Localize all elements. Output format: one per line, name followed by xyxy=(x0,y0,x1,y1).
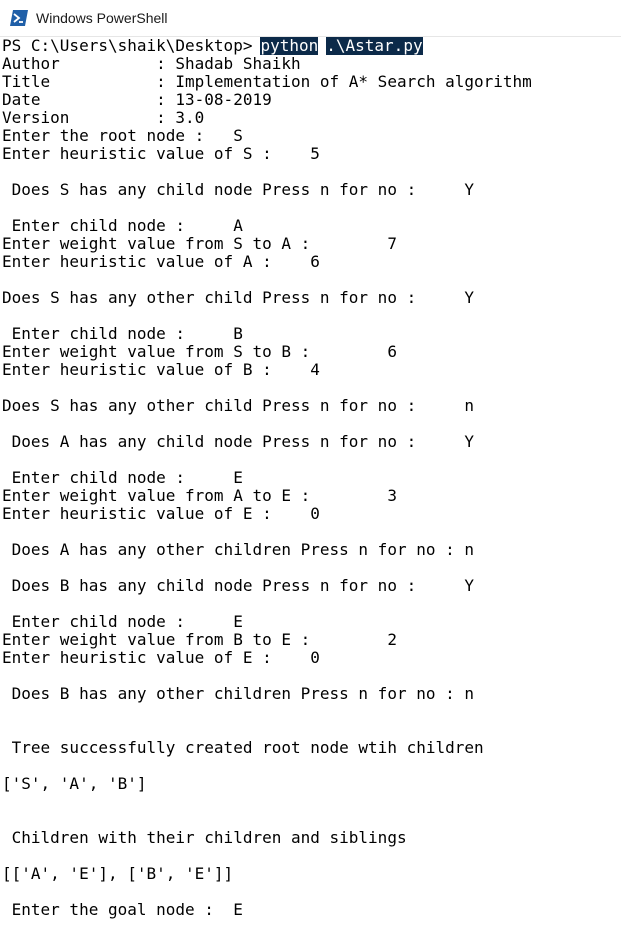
output-line: Enter child node : A xyxy=(2,217,243,235)
command-argument: .\Astar.py xyxy=(326,37,423,55)
output-line: Enter child node : E xyxy=(2,613,243,631)
output-line: Does S has any other child Press n for no : Y xyxy=(2,289,475,307)
output-line xyxy=(2,199,621,217)
output-line: Enter heuristic value of E : 0 xyxy=(2,649,320,667)
prompt-line xyxy=(2,37,621,55)
output-line xyxy=(2,379,621,397)
output-line xyxy=(2,757,621,775)
output-line: ['S', 'A', 'B'] xyxy=(2,775,147,793)
output-block xyxy=(2,55,621,919)
output-line: Does S has any other child Press n for no : n xyxy=(2,397,475,415)
output-line xyxy=(2,595,621,613)
output-line xyxy=(2,307,621,325)
output-line: Does B has any child node Press n for no : Y xyxy=(2,577,475,595)
output-line xyxy=(2,667,621,685)
output-line: Enter weight value from A to E : 3 xyxy=(2,487,397,505)
output-line xyxy=(2,271,621,289)
output-line: Version : 3.0 xyxy=(2,109,205,127)
output-line: Enter child node : E xyxy=(2,469,243,487)
output-line: Date : 13-08-2019 xyxy=(2,91,272,109)
output-line xyxy=(2,163,621,181)
output-line xyxy=(2,523,621,541)
output-line: Enter the goal node : E xyxy=(2,901,243,919)
output-line: Does B has any other children Press n for no : n xyxy=(2,685,475,703)
output-line: [['A', 'E'], ['B', 'E']] xyxy=(2,865,234,883)
output-line xyxy=(2,559,621,577)
output-line: Tree successfully created root node wtih children xyxy=(2,739,484,757)
title-bar[interactable] xyxy=(0,0,621,37)
output-line xyxy=(2,415,621,433)
command-text: python xyxy=(260,37,319,55)
output-line xyxy=(2,847,621,865)
output-line: Does A has any other children Press n for no : n xyxy=(2,541,475,559)
output-line: Author : Shadab Shaikh xyxy=(2,55,301,73)
powershell-icon xyxy=(8,7,30,29)
output-line: Enter weight value from B to E : 2 xyxy=(2,631,397,649)
output-line: Enter heuristic value of A : 6 xyxy=(2,253,320,271)
console-output[interactable] xyxy=(0,37,621,939)
prompt-path: PS C:\Users\shaik\Desktop> xyxy=(2,37,253,55)
output-line xyxy=(2,811,621,829)
output-line: Enter child node : B xyxy=(2,325,243,343)
output-line xyxy=(2,703,621,721)
output-line: Does S has any child node Press n for no : Y xyxy=(2,181,475,199)
output-line xyxy=(2,793,621,811)
output-line: Enter weight value from S to B : 6 xyxy=(2,343,397,361)
output-line: Enter heuristic value of B : 4 xyxy=(2,361,320,379)
output-line: Enter the root node : S xyxy=(2,127,243,145)
window-title: Windows PowerShell xyxy=(36,10,168,26)
output-line xyxy=(2,883,621,901)
output-line: Enter heuristic value of S : 5 xyxy=(2,145,320,163)
output-line: Does A has any child node Press n for no : Y xyxy=(2,433,475,451)
output-line: Enter weight value from S to A : 7 xyxy=(2,235,397,253)
output-line: Children with their children and siblings xyxy=(2,829,407,847)
output-line: Title : Implementation of A* Search algorithm xyxy=(2,73,532,91)
output-line xyxy=(2,451,621,469)
output-line: Enter heuristic value of E : 0 xyxy=(2,505,320,523)
output-line xyxy=(2,721,621,739)
